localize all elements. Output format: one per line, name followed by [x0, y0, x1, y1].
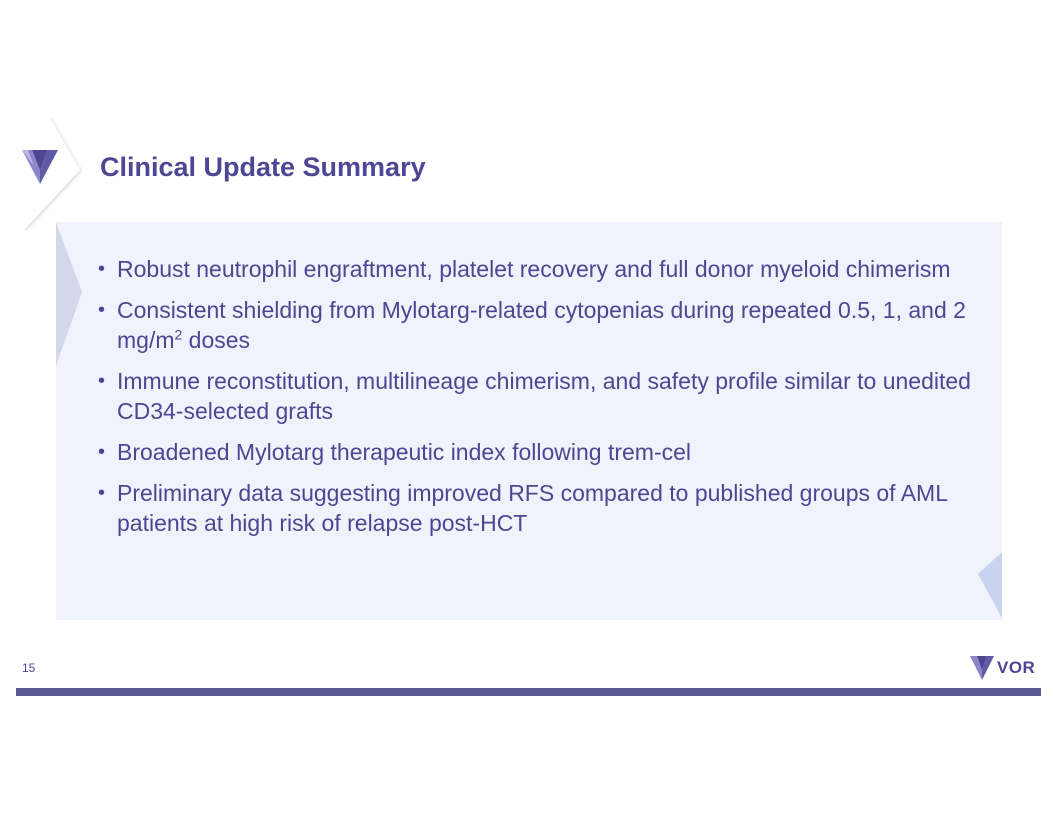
bullet-text: Robust neutrophil engraftment, platelet recovery and full donor myeloid chimerism	[117, 256, 951, 282]
bullet-item	[95, 254, 985, 284]
superscript: 2	[174, 326, 183, 343]
footer-bar	[16, 688, 1041, 696]
bullet-marker: •	[98, 258, 106, 280]
corner-badge	[0, 118, 82, 230]
bullet-text: Immune reconstitution, multilineage chimerism, and safety profile similar to unedited CD34-selected grafts	[117, 368, 971, 424]
page-number: 15	[22, 661, 36, 675]
bullet-marker: •	[98, 299, 106, 321]
bullet-item	[95, 437, 985, 467]
bullet-list	[95, 254, 985, 549]
bullet-marker: •	[98, 482, 106, 504]
slide-title: Clinical Update Summary	[100, 152, 426, 182]
bullet-text: Broadened Mylotarg therapeutic index following trem-cel	[117, 439, 692, 465]
bullet-item	[95, 478, 985, 538]
bullet-marker: •	[98, 441, 106, 463]
bullet-marker: •	[98, 370, 106, 392]
bullet-item	[95, 366, 985, 426]
vor-v-logo-icon	[20, 148, 60, 186]
bullet-text-suffix: doses	[182, 327, 251, 353]
bullet-text: Preliminary data suggesting improved RFS compared to published groups of AML patients at high risk of relapse post-HCT	[117, 480, 948, 536]
footer-wordmark: VOR	[997, 658, 1036, 677]
bullet-text: Consistent shielding from Mylotarg-related cytopenias during repeated 0.5, 1, and 2 mg/m	[117, 297, 966, 353]
bullet-item	[95, 295, 985, 355]
